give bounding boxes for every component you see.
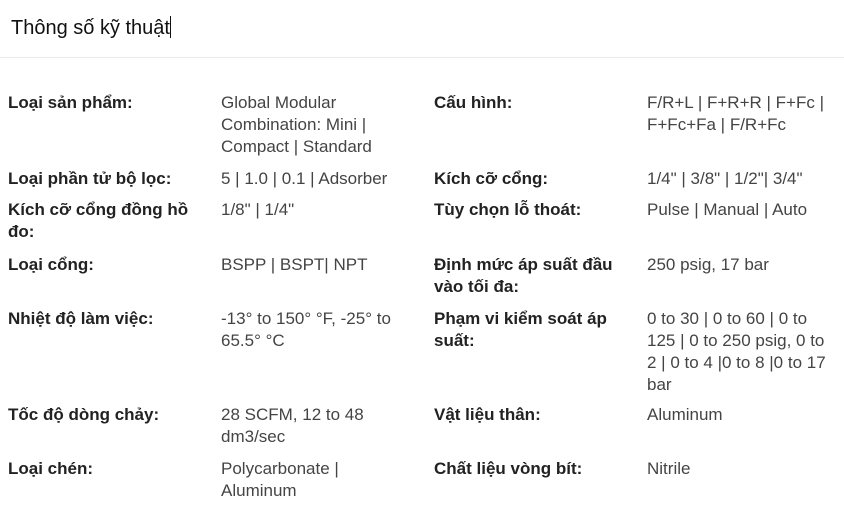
spec-label: Loại chén: [8,459,94,478]
spec-value: 0 to 30 | 0 to 60 | 0 to 125 | 0 to 250 psig, 0 to 2 | 0 to 4 |0 to 8 |0 to 17 bar [647,309,826,394]
spec-value: 250 psig, 17 bar [647,255,769,274]
spec-label: Kích cỡ cổng: [434,169,549,188]
spec-label: Loại cổng: [8,255,94,274]
spec-label: Cấu hình: [434,93,513,112]
spec-label: Loại sản phẩm: [8,93,133,112]
spec-label: Định mức áp suất đầu vào tối đa: [434,255,613,296]
spec-label: Loại phần tử bộ lọc: [8,169,172,188]
spec-value: Pulse | Manual | Auto [647,200,808,219]
spec-value: 5 | 1.0 | 0.1 | Adsorber [221,169,388,188]
spec-label: Kích cỡ cổng đồng hồ đo: [8,200,189,241]
spec-value: Nitrile [647,459,691,478]
spec-label: Chất liệu vòng bít: [434,459,583,478]
spec-value: -13° to 150° °F, -25° to 65.5° °C [221,309,391,350]
spec-label: Phạm vi kiểm soát áp suất: [434,309,607,350]
spec-label: Tùy chọn lỗ thoát: [434,200,582,219]
page-title-text: Thông số kỹ thuật [11,17,170,39]
spec-value: BSPP | BSPT| NPT [221,255,368,274]
spec-label: Vật liệu thân: [434,405,541,424]
spec-label: Tốc độ dòng chảy: [8,405,160,424]
spec-value: 1/4" | 3/8" | 1/2"| 3/4" [647,169,803,188]
spec-value: Global Modular Combination: Mini | Compact | Standard [221,93,372,156]
spec-value: 1/8" | 1/4" [221,200,295,219]
spec-value: 28 SCFM, 12 to 48 dm3/sec [221,405,364,446]
spec-value: F/R+L | F+R+R | F+Fc | F+Fc+Fa | F/R+Fc [647,93,824,134]
spec-label: Nhiệt độ làm việc: [8,309,154,328]
spec-value: Aluminum [647,405,723,424]
spec-value: Polycarbonate | Aluminum [221,459,339,500]
